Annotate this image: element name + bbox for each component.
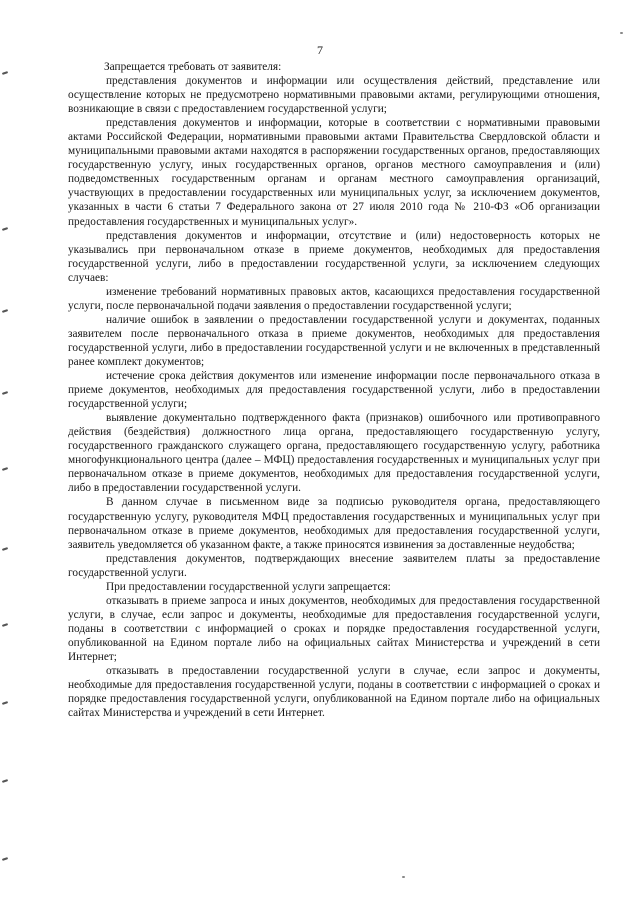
scan-speck: [402, 876, 405, 878]
document-body: [68, 60, 600, 720]
paragraph-7: выявление документально подтвержденного факта (признаков) ошибочного или противоправного действия (бездействия) должностного лица органа, предоставляющего государственную услугу, государственного гражданского служащего органа, предоставляющего государственную услугу, работника многофункционального центра (далее – МФЦ) предоставления государственных и муниципальных услуг при первоначальном отказе в приеме документов, необходимых для предоставления государственной услуги, либо в предоставлении государственной услуги.: [68, 412, 600, 495]
paragraph-3: представления документов и информации, отсутствие и (или) недостоверность которых не указывались при первоначальном отказе в приеме документов, необходимых для предоставления государственной услуги, либо в предоставлении государственной услуги, за исключением следующих случаев:: [68, 229, 600, 284]
scan-speck: [620, 32, 623, 34]
paragraph-8: В данном случае в письменном виде за подписью руководителя органа, предоставляющего государственную услугу, руководителя МФЦ предоставления государственных и муниципальных услуг при первоначальном отказе в приеме документов, необходимых для предоставления государственной услуги, заявитель уведомляется об указанном факте, а также приносятся извинения за доставленные неудобства;: [68, 496, 600, 551]
scan-margin-mark: [2, 701, 8, 705]
paragraph-9: представления документов, подтверждающих внесение заявителем платы за предоставление государственной услуги.: [68, 552, 600, 579]
paragraph-prohibition-intro: Запрещается требовать от заявителя:: [104, 61, 282, 73]
paragraph-4: изменение требований нормативных правовых актов, касающихся предоставления государственной услуги, после первоначальной подачи заявления о предоставлении государственной услуги;: [68, 285, 600, 312]
paragraph-service-intro: При предоставлении государственной услуги запрещается:: [106, 580, 391, 593]
scan-margin-mark: [2, 857, 8, 861]
scan-margin-mark: [2, 547, 8, 551]
scan-margin-mark: [2, 467, 8, 471]
paragraph-1: представления документов и информации или осуществления действий, представление или осуществление которых не предусмотрено нормативными правовыми актами, регулирующими отношения, возникающие в связи с предоставлением государственной услуги;: [68, 75, 600, 116]
scan-margin-mark: [2, 71, 8, 75]
scan-margin-mark: [2, 227, 8, 231]
paragraph-11: отказывать в приеме запроса и иных документов, необходимых для предоставления государственной услуги, в случае, если запрос и документы, необходимые для предоставления государственной услуги, поданы в соответствии с информацией о сроках и порядке предоставления государственной услуги, опубликованной на Едином портале либо на официальных сайтах Министерства и учреждений в сети Интернет;: [68, 594, 600, 663]
scan-margin-mark: [2, 623, 8, 627]
paragraph-12: отказывать в предоставлении государственной услуги в случае, если запрос и документы, необходимые для предоставления государственной услуги, поданы в соответствии с информацией о сроках и порядке предоставления государственной услуги, опубликованной на Едином портале либо на официальных сайтах Министерства и учреждений в сети Интернет.: [68, 665, 600, 720]
scan-margin-mark: [2, 309, 8, 313]
paragraph-6: истечение срока действия документов или изменение информации после первоначального отказа в приеме документов, необходимых для предоставления государственной услуги, либо в предоставлении государственной услуги;: [68, 370, 600, 411]
page-number: 7: [317, 43, 323, 57]
scan-margin-mark: [2, 779, 8, 783]
paragraph-5: наличие ошибок в заявлении о предоставлении государственной услуги и документах, поданных заявителем после первоначального отказа в приеме документов, необходимых для предоставления государственной услуги, либо в предоставлении государственной услуги и не включенных в представленный ранее комплект документов;: [68, 313, 600, 368]
paragraph-2: представления документов и информации, которые в соответствии с нормативными правовыми актами Российской Федерации, нормативными правовыми актами Правительства Свердловской области и муниципальными правовыми актами находятся в распоряжении государственных органов, предоставляющих государственную услугу, иных государственных органов, органов местного самоуправления и (или) подведомственных государственным органам и органам местного самоуправления организаций, участвующих в предоставлении государственных или муниципальных услуг, за исключением документов, указанных в части 6 статьи 7 Федерального закона от 27 июля 2010 года № 210-ФЗ «Об организации предоставления государственных и муниципальных услуг».: [68, 117, 600, 228]
scan-margin-mark: [2, 391, 8, 395]
